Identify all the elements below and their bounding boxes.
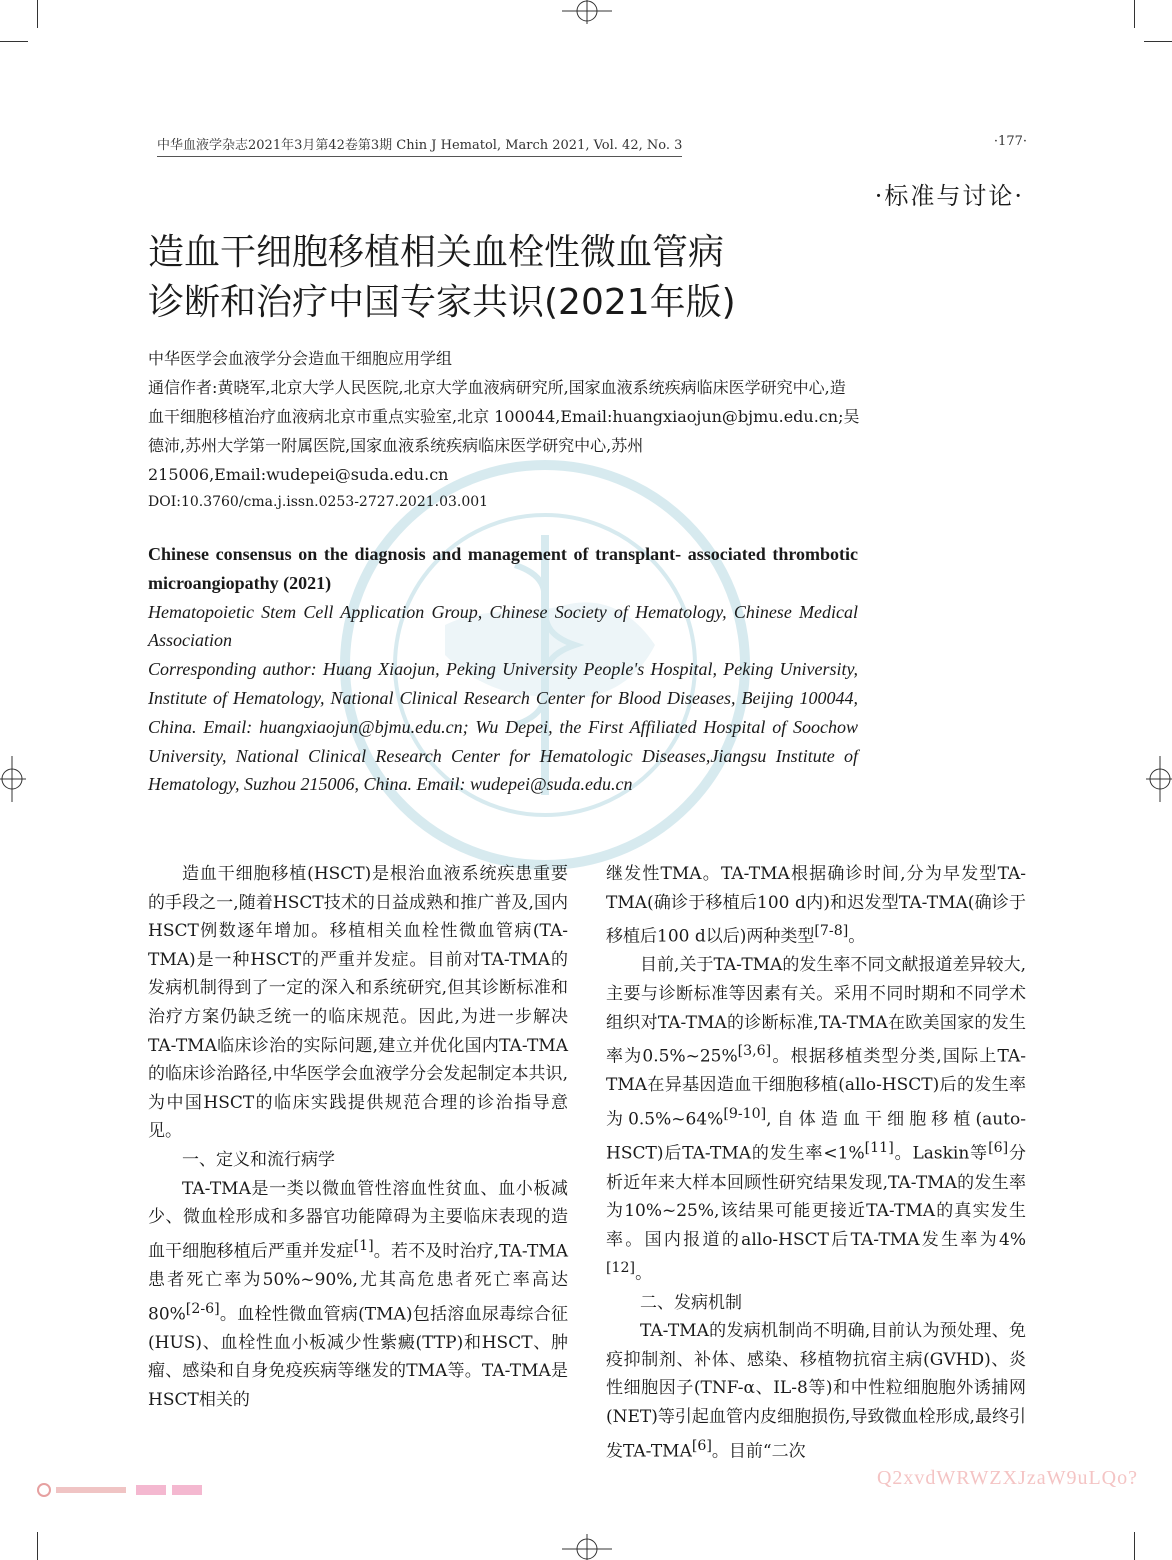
footer-publisher-logo <box>36 1482 206 1498</box>
page-number: ·177· <box>993 134 1027 149</box>
body-column-left <box>148 860 568 1415</box>
section-heading: 二、发病机制 <box>640 1292 742 1313</box>
title-line-1: 造血干细胞移植相关血栓性微血管病 <box>148 232 725 273</box>
english-authors: Hematopoietic Stem Cell Application Group, Chinese Society of Hematology, Chinese Medical Association <box>148 601 858 651</box>
journal-citation: 中华血液学杂志2021年3月第42卷第3期 Chin J Hematol, March 2021, Vol. 42, No. 3 <box>157 134 682 157</box>
text-run: 。 <box>635 1264 653 1284</box>
registration-mark-left <box>0 756 26 802</box>
crop-mark <box>0 41 28 42</box>
correspondence-cn: 通信作者:黄晓军,北京大学人民医院,北京大学血液病研究所,国家血液系统疾病临床医学研究中心,造血干细胞移植治疗血液病北京市重点实验室,北京 100044,Email:huangxiaojun@bjmu.edu.cn;吴德沛,苏州大学第一附属医院,国家血液系统疾病临床医学研究中心,苏州 215006,Email:wudepei@suda.edu.cn <box>148 378 860 484</box>
text-run: 。若不及时治疗,TA-TMA患者死亡率为50%~90%,尤其高危患者死亡率高达80% <box>148 1241 568 1325</box>
text-run: 继发性TMA。TA-TMA根据确诊时间,分为早发型TA-TMA(确诊于移植后100 d内)和迟发型TA-TMA(确诊于移植后100 d以后)两种类型 <box>606 864 1026 947</box>
doi: DOI:10.3760/cma.j.issn.0253-2727.2021.03.001 <box>148 494 489 510</box>
crop-mark <box>37 1532 38 1560</box>
chinese-front-matter <box>148 344 860 515</box>
text-run: 目前,关于TA-TMA的发生率不同文献报道差异较大,主要与诊断标准等因素有关。采用不同时期和不同学术组织对TA-TMA的诊断标准,TA-TMA在欧美国家的发生率为0.5%~25% <box>606 955 1026 1067</box>
crop-mark <box>1144 41 1172 42</box>
citation: [7-8] <box>814 923 849 940</box>
text-run: 。目前“二次 <box>711 1441 806 1462</box>
text-run: TA-TMA是一类以微血管性溶血性贫血、血小板减少、微血栓形成和多器官功能障碍为主要临床表现的造血干细胞移植后严重并发症 <box>148 1178 568 1262</box>
paragraph <box>606 1317 1026 1466</box>
footer-code: Q2xvdWRWZXJzaW9uLQo? <box>876 1467 1138 1489</box>
text-run: ,自体造血干细胞移植(auto-HSCT)后TA-TMA的发生率<1% <box>606 1109 1026 1164</box>
registration-mark-top <box>562 0 612 26</box>
paragraph: 造血干细胞移植(HSCT)是根治血液系统疾患重要的手段之一,随着HSCT技术的日益成熟和推广普及,国内HSCT例数逐年增加。移植相关血栓性微血管病(TA-TMA)是一种HSCT的严重并发症。目前对TA-TMA的发病机制得到了一定的深入和系统研究,但其诊断标准和治疗方案仍缺乏统一的临床规范。因此,为进一步解决TA-TMA临床诊治的实际问题,建立并优化国内TA-TMA的临床诊治路径,中华医学会血液学分会发起制定本共识,为中国HSCT的临床实践提供规范合理的诊治指导意见。 <box>148 864 568 1142</box>
text-run: 。血栓性微血管病(TMA)包括溶血尿毒综合征(HUS)、血栓性血小板减少性紫癜(TTP)和HSCT、肿瘤、感染和自身免疫疾病等继发的TMA等。TA-TMA是HSCT相关的 <box>148 1304 568 1410</box>
citation: [6] <box>691 1437 712 1454</box>
text-run: 。 <box>848 926 866 947</box>
citation: [3,6] <box>737 1043 772 1060</box>
title-line-2: 诊断和治疗中国专家共识(2021年版) <box>148 282 736 323</box>
paragraph <box>148 1175 568 1415</box>
section-label: ·标准与讨论· <box>874 182 1024 210</box>
crop-mark <box>1134 0 1135 28</box>
crop-mark <box>37 0 38 28</box>
english-front-matter <box>148 540 858 799</box>
text-run: 。根据移植类型分类,国际上TA-TMA在异基因造血干细胞移植(allo-HSCT)后的发生率为0.5%~64% <box>606 1046 1026 1130</box>
authors-cn: 中华医学会血液学分会造血干细胞应用学组 <box>148 349 453 368</box>
section-heading: 一、定义和流行病学 <box>182 1149 335 1170</box>
citation: [9-10] <box>723 1106 767 1123</box>
text-run: TA-TMA的发病机制尚不明确,目前认为预处理、免疫抑制剂、补体、感染、移植物抗宿主病(GVHD)、炎性细胞因子(TNF-α、IL-8等)和中性粒细胞胞外诱捕网(NET)等引起血管内皮细胞损伤,导致微血栓形成,最终引发TA-TMA <box>606 1321 1026 1462</box>
body-column-right <box>606 860 1026 1466</box>
english-correspondence: Corresponding author: Huang Xiaojun, Peking University People's Hospital, Peking University, Institute of Hematology, National Clinical Research Center for Blood Diseases, Beijing 100044, China. Email: huangxiaojun@bjmu.edu.cn; Wu Depei, the First Affiliated Hospital of Soochow University, National Clinical Research Center for Hematologic Diseases,Jiangsu Institute of Hematology, Suzhou 215006, China. Email: wudepei@suda.edu.cn <box>148 659 858 795</box>
crop-mark <box>1134 1532 1135 1560</box>
citation: [1] <box>353 1237 374 1254</box>
running-head <box>157 134 1027 154</box>
registration-mark-right <box>1146 756 1172 802</box>
text-run: 分析近年来大样本回顾性研究结果发现,TA-TMA的发生率为10%~25%,该结果可能更接近TA-TMA的真实发生率。国内报道的allo-HSCT后TA-TMA发生率为4% <box>606 1143 1027 1250</box>
citation: [11] <box>864 1140 894 1157</box>
english-title: Chinese consensus on the diagnosis and management of transplant- associated thrombotic microangiopathy (2021) <box>148 544 858 593</box>
paragraph <box>606 951 1026 1288</box>
text-run: 。Laskin等 <box>893 1143 989 1164</box>
citation: [2-6] <box>185 1300 220 1317</box>
registration-mark-bottom <box>562 1530 612 1560</box>
citation: [12] <box>606 1260 636 1277</box>
citation: [6] <box>988 1140 1009 1157</box>
article-title <box>148 228 908 328</box>
paragraph <box>606 860 1026 951</box>
